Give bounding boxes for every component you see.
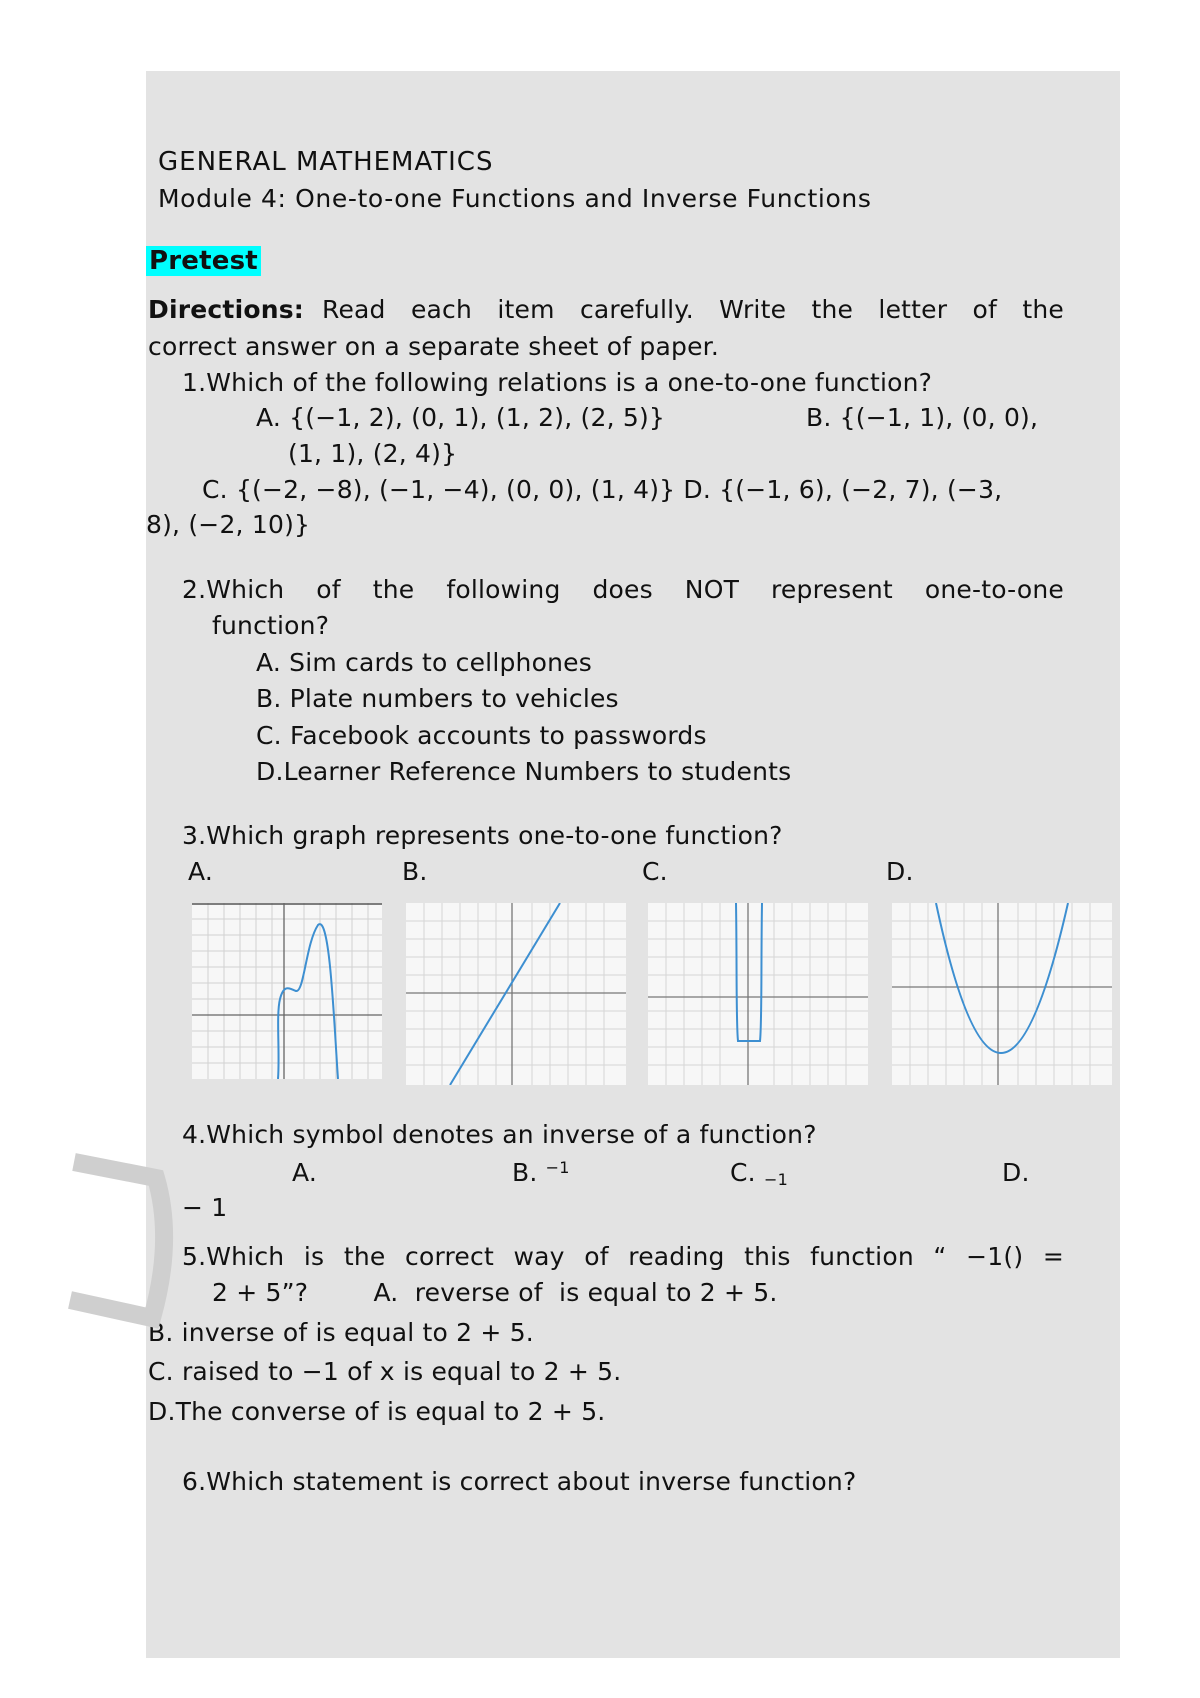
graph-b-line <box>450 903 560 1085</box>
q5-question-cont: 2 + 5”? A. reverse of is equal to 2 + 5. <box>212 1278 778 1307</box>
graph-b <box>406 903 626 1085</box>
directions-line-1 <box>148 293 1064 327</box>
module-page <box>146 71 1120 1658</box>
q5-choice-b: B. inverse of is equal to 2 + 5. <box>148 1318 534 1347</box>
q4-choice-d: D. <box>1002 1158 1030 1187</box>
q1-choice-b-cont: (1, 1), (2, 4)} <box>288 439 458 468</box>
q4-question: 4.Which symbol denotes an inverse of a function? <box>182 1120 817 1149</box>
q4-choice-b-exponent: −1 <box>545 1158 570 1177</box>
q2-choice-a: A. Sim cards to cellphones <box>256 648 592 677</box>
directions-label: Directions: <box>148 295 304 324</box>
q4-choice-d-cont: − 1 <box>182 1193 228 1222</box>
q3-label-a: A. <box>188 857 214 886</box>
graph-a <box>192 903 382 1079</box>
q3-label-c: C. <box>642 857 668 886</box>
q1-choice-a: A. {(−1, 2), (0, 1), (1, 2), (2, 5)} <box>256 403 666 432</box>
q3-label-d: D. <box>886 857 914 886</box>
graph-c-curve <box>736 903 762 1041</box>
q2-choice-d: D.Learner Reference Numbers to students <box>256 757 792 786</box>
q1-choice-c-d: C. {(−2, −8), (−1, −4), (0, 0), (1, 4)} D. {(−1, 6), (−2, 7), (−3, <box>202 475 1003 504</box>
module-title: GENERAL MATHEMATICS <box>158 147 494 177</box>
q2-choice-b: B. Plate numbers to vehicles <box>256 684 619 713</box>
q4-choice-c: C. $_{-1}$ <box>730 1158 788 1189</box>
graph-d <box>892 903 1112 1085</box>
q5-choice-c: C. raised to −1 of x is equal to 2 + 5. <box>148 1357 622 1386</box>
q4-choice-a: A. <box>292 1158 318 1187</box>
watermark-shape <box>70 1162 164 1318</box>
graph-a-grid <box>192 903 382 1079</box>
graph-a-curve <box>278 924 338 1079</box>
q6-question: 6.Which statement is correct about inverse function? <box>182 1467 857 1496</box>
graph-c-grid <box>648 903 868 1085</box>
graph-c <box>648 903 868 1085</box>
q3-label-b: B. <box>402 857 428 886</box>
q1-choice-b: B. {(−1, 1), (0, 0), <box>806 403 1039 432</box>
graph-d-grid <box>892 903 1112 1085</box>
q2-question: 2.Which of the following does NOT represent one-to-one <box>182 575 1064 604</box>
pretest-label: Pretest <box>146 244 261 278</box>
q2-question-cont: function? <box>212 611 330 640</box>
watermark-letter <box>56 1150 176 1330</box>
graph-b-grid <box>406 903 626 1085</box>
q5-question: 5.Which is the correct way of reading this function “ −1() = <box>182 1242 1064 1271</box>
q1-choice-d-cont: 8), (−2, 10)} <box>146 510 311 539</box>
q5-choice-d: D.The converse of is equal to 2 + 5. <box>148 1397 606 1426</box>
q4-choice-b: B. $^{-1}$ <box>512 1158 570 1187</box>
graph-d-curve <box>936 903 1068 1053</box>
q1-question: 1.Which of the following relations is a one-to-one function? <box>182 368 933 397</box>
q4-choice-c-subscript: −1 <box>763 1170 788 1189</box>
directions-text-2: correct answer on a separate sheet of paper. <box>148 332 719 361</box>
q2-choice-c: C. Facebook accounts to passwords <box>256 721 707 750</box>
q3-question: 3.Which graph represents one-to-one function? <box>182 821 783 850</box>
module-subtitle: Module 4: One-to-one Functions and Inverse Functions <box>158 184 872 213</box>
directions-text-1: Read each item carefully. Write the letter of the <box>322 295 1064 324</box>
